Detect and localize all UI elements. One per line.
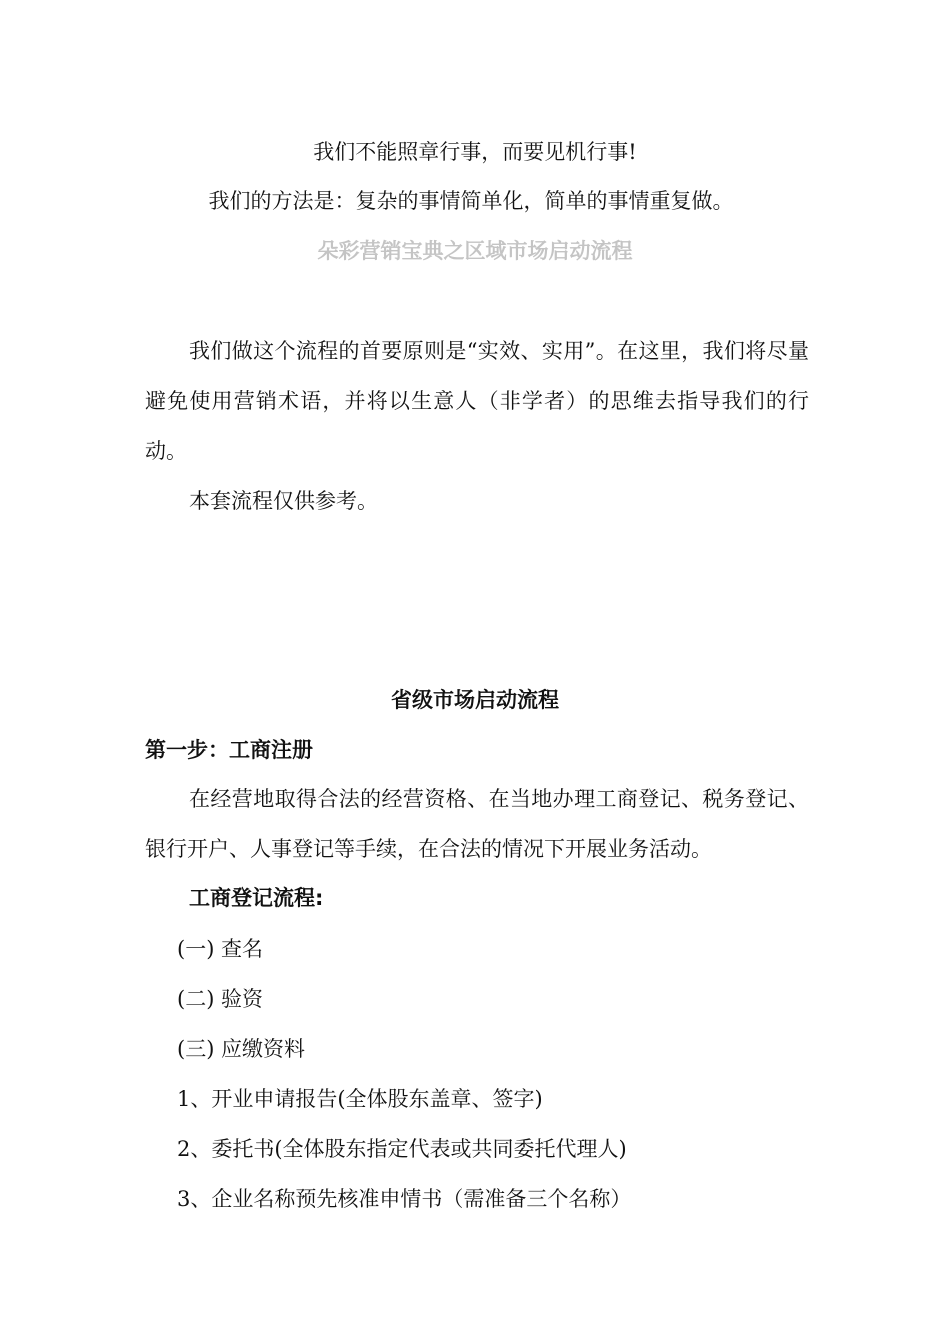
list-item: 2、委托书(全体股东指定代表或共同委托代理人) (177, 1137, 627, 1161)
list-item: 1、开业申请报告(全体股东盖章、签字) (177, 1087, 543, 1111)
registration-process-title: 工商登记流程: (189, 886, 324, 910)
step-1-body: 在经营地取得合法的经营资格、在当地办理工商登记、税务登记、银行开户、人事登记等手续，在合法的情况下开展业务活动。 (145, 787, 809, 861)
motto-line-2: 我们的方法是：复杂的事情简单化，简单的事情重复做。 (208, 189, 734, 213)
watermark-title: 朵彩营销宝典之区域市场启动流程 (317, 239, 633, 263)
section-title: 省级市场启动流程 (391, 688, 559, 712)
list-item: (二) 验资 (177, 987, 264, 1011)
intro-paragraph: 我们做这个流程的首要原则是“实效、实用”。在这里，我们将尽量避免使用营销术语，并将以生意人（非学者）的思维去指导我们的行动。 (145, 339, 809, 463)
list-item: 3、企业名称预先核准申情书（需准备三个名称） (177, 1187, 632, 1211)
list-item: (三) 应缴资料 (177, 1037, 306, 1061)
motto-line-1: 我们不能照章行事，而要见机行事! (313, 140, 637, 164)
step-1-title: 第一步：工商注册 (145, 738, 313, 762)
list-item: (一) 查名 (177, 937, 264, 961)
intro-note: 本套流程仅供参考。 (189, 489, 378, 513)
registration-list (177, 924, 631, 1224)
